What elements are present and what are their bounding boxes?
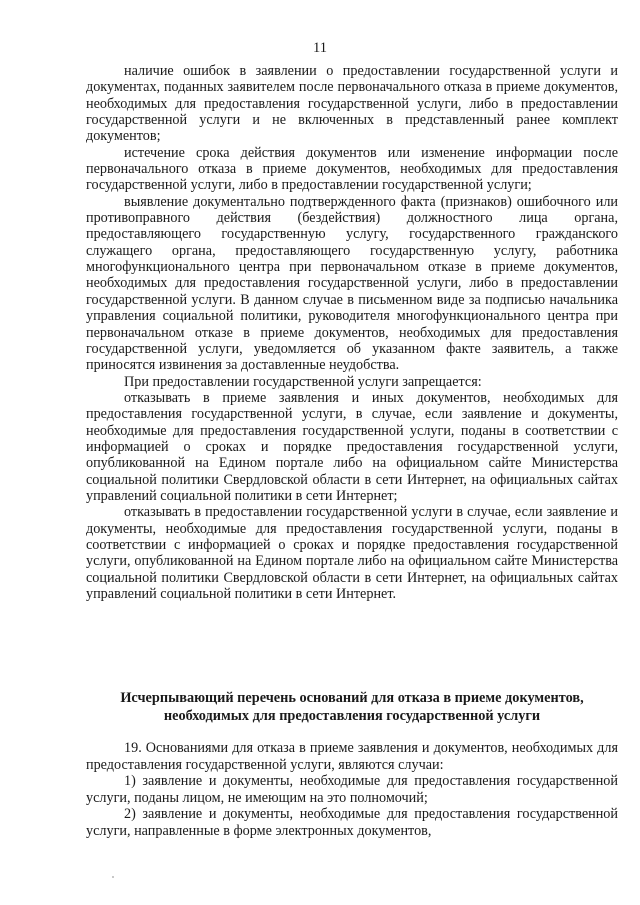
- section-heading: [86, 689, 618, 725]
- paragraph-prohibited-intro: При предоставлении государственной услуги запрещается:: [124, 373, 482, 390]
- scan-speck: [112, 876, 114, 878]
- body-text: [86, 63, 618, 602]
- clause-19-item-1: 1) заявление и документы, необходимые для предоставления государственной услуги, поданы лицом, не имеющим на это полномочий;: [86, 773, 618, 806]
- section-heading-line-1: Исчерпывающий перечень оснований для отказа в приеме документов,: [120, 690, 584, 706]
- paragraph-misconduct: выявление документально подтвержденного факта (признаков) ошибочного или противоправного действия (бездействия) должностного лица органа, предоставляющего государственную услугу, государственного гражданского служащего органа, предоставляющего государственную услугу, работника многофункционального центра при первоначальном отказе в приеме документов, необходимых для предоставления государственной услуги, либо в предоставлении государственной услуги. В данном случае в письменном виде за подписью начальника управления социальной политики, руководителя многофункционального центра при первоначальном отказе в приеме документов, необходимых для предоставления государственной услуги, уведомляется об указанном факте заявитель, а также приносятся извинения за доставленные неудобства.: [86, 193, 618, 374]
- section-heading-line-2: необходимых для предоставления государственной услуги: [163, 708, 541, 724]
- clause-19: 19. Основаниями для отказа в приеме заявления и документов, необходимых для предоставления государственной услуги, являются случаи:: [86, 740, 618, 773]
- paragraph-errors: наличие ошибок в заявлении о предоставлении государственной услуги и документах, поданных заявителем после первоначального отказа в приеме документов, необходимых для предоставления государственной услуги, либо в предоставлении государственной услуги и не включенных в представленный ранее комплект документов;: [86, 63, 618, 145]
- clause-19-item-2: 2) заявление и документы, необходимые для предоставления государственной услуги, направленные в форме электронных документов,: [86, 806, 618, 839]
- paragraph-expiry: истечение срока действия документов или изменение информации после первоначального отказа в приеме документов, необходимых для предоставления государственной услуги, либо в предоставлении государственной услуги;: [86, 144, 618, 194]
- section-text: [86, 740, 618, 839]
- page-number: 11: [313, 40, 327, 56]
- paragraph-prohibited-refuse-service: отказывать в предоставлении государственной услуги в случае, если заявление и документы, необходимые для предоставления государственной услуги, поданы в соответствии с информацией о сроках и порядке предоставления государственной услуги, опубликованной на Едином портале либо на официальном сайте Министерства социальной политики Свердловской области в сети Интернет, на официальных сайтах управлений социальной политики в сети Интернет.: [86, 504, 618, 602]
- paragraph-prohibited-refuse-acceptance: отказывать в приеме заявления и иных документов, необходимых для предоставления государственной услуги, в случае, если заявление и документы, необходимые для предоставления государственной услуги, поданы в соответствии с информацией о сроках и порядке предоставления государственной услуги, опубликованной на Едином портале либо на официальном сайте Министерства социальной политики Свердловской области в сети Интернет, на официальных сайтах управлений социальной политики в сети Интернет;: [86, 389, 618, 504]
